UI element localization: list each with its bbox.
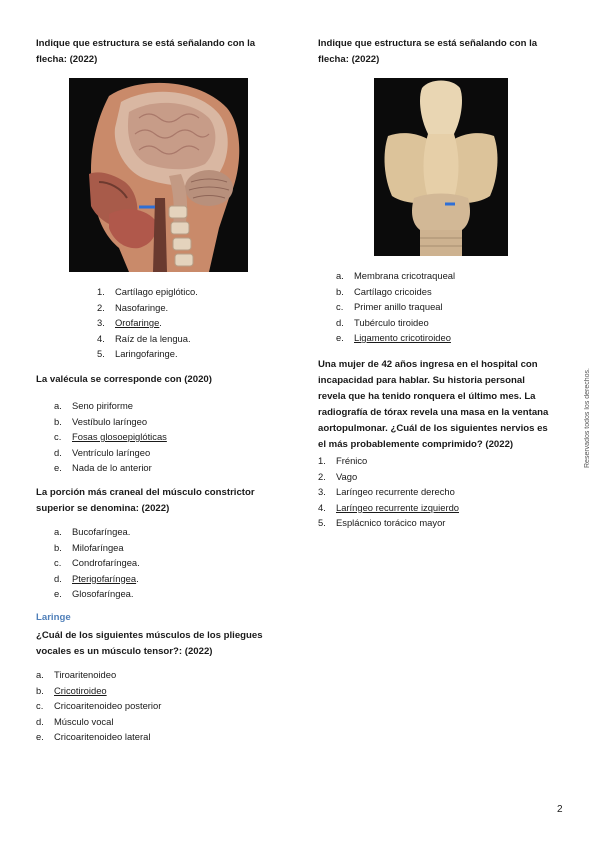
list-item-correct: e. Ligamento cricotiroideo [336,332,451,343]
list-item: d. Tubérculo tiroideo [336,316,429,328]
posterior-larynx-image [374,78,508,256]
list-item: c. Condrofaríngea. [54,557,140,568]
list-item: 5. Esplácnico torácico mayor [318,517,446,528]
page-number: 2 [557,804,563,815]
list-item: a. Tiroaritenoideo [36,669,117,680]
list-item: c. Cricoaritenoideo posterior [36,700,162,711]
question-1-options [97,284,277,362]
rights-reserved-note: Reservados todos los derechos. [584,368,591,468]
list-item: 4. Raíz de la lengua. [97,332,191,344]
list-item-correct: 3. Orofaringe. [97,317,162,328]
sagittal-head-svg [69,78,248,272]
question-4-prompt: ¿Cuál de los siguientes músculos de los pliegues vocales es un músculo tensor?: (2022) [36,630,263,657]
question-6-options [318,453,538,531]
list-item: d. Ventrículo laríngeo [54,446,151,458]
question-2-prompt: La valécula se corresponde con (2020) [36,374,212,385]
question-3-options [54,524,254,602]
list-item: a. Seno piriforme [54,400,133,411]
list-item: b. Vestíbulo laríngeo [54,415,148,427]
list-item: b. Milofaríngea [54,541,124,553]
list-item: d. Músculo vocal [36,715,114,727]
list-item: 1. Cartílago epiglótico. [97,286,198,297]
list-item: e. Cricoaritenoideo lateral [36,731,151,742]
question-6-prompt: Una mujer de 42 años ingresa en el hospital con incapacidad para hablar. Su historia personal revela que ha tenido ronquera el último mes. La radiografía de tórax revela una masa en la ventana aortopulmonar. ¿Cuál de los siguientes nervios es el más probablemente comprimido? (2022) [318,359,549,450]
list-item: 2. Vago [318,470,358,482]
list-item: 2. Nasofaringe. [97,301,169,313]
list-item: 5. Laringofaringe. [97,348,178,359]
list-item-correct: 4. Laríngeo recurrente izquierdo [318,501,459,513]
list-item: e. Glosofaríngea. [54,588,134,599]
question-2-options [54,398,254,476]
question-4-options [36,667,256,745]
section-heading: Laringe [36,612,71,623]
list-item: 1. Frénico [318,455,368,466]
list-item: 3. Laríngeo recurrente derecho [318,486,455,497]
list-item: e. Nada de lo anterior [54,462,152,473]
list-item-correct: c. Fosas glosoepiglóticas [54,431,167,442]
list-item-correct: d. Pterigofaríngea. [54,572,139,584]
sagittal-head-section-image [69,78,248,272]
list-item: c. Primer anillo traqueal [336,301,443,312]
list-item-correct: b. Cricotiroideo [36,684,107,696]
question-3-prompt: La porción más craneal del músculo constrictor superior se denomina: (2022) [36,487,255,514]
list-item: b. Cartílago cricoides [336,285,432,297]
list-item: a. Membrana cricotraqueal [336,270,456,281]
question-1-prompt: Indique que estructura se está señalando con la flecha: (2022) [36,38,256,65]
list-item: a. Bucofaríngea. [54,526,131,537]
question-5-prompt: Indique que estructura se está señalando con la flecha: (2022) [318,38,538,65]
posterior-larynx-svg [374,78,508,256]
question-5-options [336,268,536,346]
